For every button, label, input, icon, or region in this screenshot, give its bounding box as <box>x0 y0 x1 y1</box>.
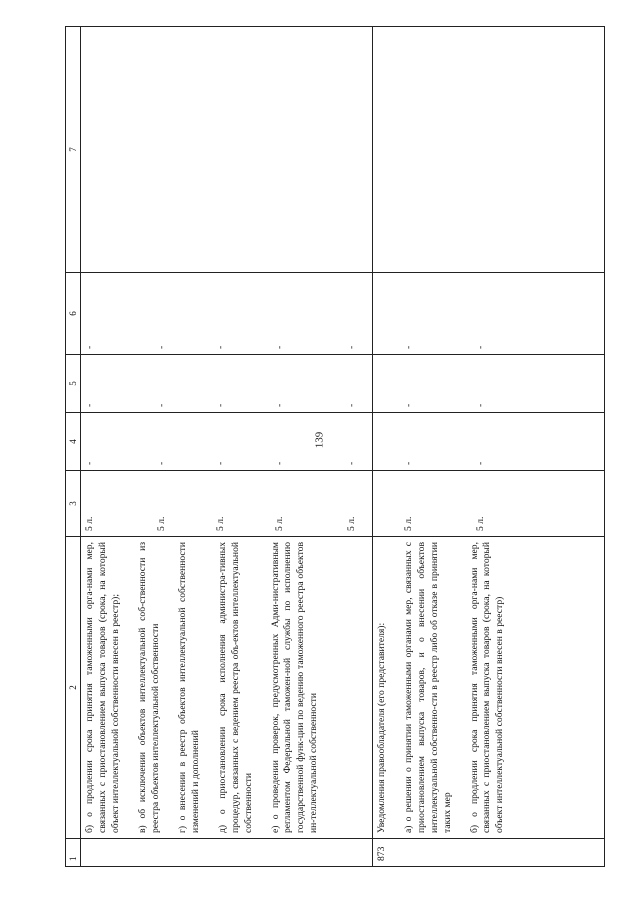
retention-period: 5 л. <box>402 516 414 531</box>
empty-mark: - <box>156 345 168 349</box>
list-item: б) о продлении срока принятия таможенными орга-нами мер, связанных с приостановлением выпуска товаров (срока, на который объект интеллектуальной собственности внесен в реестр) <box>468 542 506 833</box>
document-table-frame <box>65 27 605 867</box>
col-5-cell <box>372 355 604 413</box>
list-item: г) о внесении в реестр объектов интеллектуальной собственности изменений и дополнений <box>176 542 201 833</box>
row-number <box>81 839 373 867</box>
list-item: е) о проведении проверок, предусмотренных Адми-нистративным регламентом Федеральной таможен-ной службы по исполнению государственной функ-ции по ведению таможенного реестра объектов ин-теллектуальной собственности <box>269 542 320 833</box>
empty-mark: - <box>402 403 414 407</box>
col-6-cell <box>372 273 604 355</box>
empty-mark: - <box>156 403 168 407</box>
col-7-cell <box>81 27 373 273</box>
empty-mark: - <box>84 345 96 349</box>
header-col-2: 2 <box>66 537 81 839</box>
row-description <box>372 537 604 839</box>
empty-mark: - <box>345 345 357 349</box>
header-row <box>66 27 81 867</box>
col-4-cell <box>81 413 373 471</box>
retention-period: 5 л. <box>84 516 96 531</box>
table-row <box>81 27 373 867</box>
empty-mark: - <box>273 461 285 465</box>
col-4-cell <box>372 413 604 471</box>
retention-period: 5 л. <box>215 516 227 531</box>
header-col-7: 7 <box>66 27 81 273</box>
empty-mark: - <box>215 403 227 407</box>
list-item: д) о приостановлении срока исполнения администра-тивных процедур, связанных с ведением реестра объ-ектов интеллектуальной собственности <box>216 542 254 833</box>
retention-period: 5 л. <box>345 516 357 531</box>
retention-period: 5 л. <box>156 516 168 531</box>
retention-period: 5 л. <box>273 516 285 531</box>
header-col-5: 5 <box>66 355 81 413</box>
col-5-cell <box>81 355 373 413</box>
empty-mark: - <box>215 461 227 465</box>
empty-mark: - <box>402 461 414 465</box>
empty-mark: - <box>215 345 227 349</box>
empty-mark: - <box>84 461 96 465</box>
empty-mark: - <box>474 345 486 349</box>
empty-mark: - <box>345 461 357 465</box>
empty-mark: - <box>84 403 96 407</box>
list-item: а) о решении о принятии таможенными органами мер, связанных с приостановлением выпуска товаров, и о внесении объектов интеллектуальной собственно-сти в реестр либо об отказе в принятии таких мер <box>402 542 453 833</box>
col-6-cell <box>81 273 373 355</box>
header-col-1: 1 <box>66 839 81 867</box>
page-number: 139 <box>313 431 326 449</box>
header-col-4: 4 <box>66 413 81 471</box>
empty-mark: - <box>156 461 168 465</box>
empty-mark: - <box>474 403 486 407</box>
empty-mark: - <box>273 403 285 407</box>
table-row <box>372 27 604 867</box>
empty-mark: - <box>273 345 285 349</box>
retention-period: 5 л. <box>474 516 486 531</box>
list-item: б) о продлении срока принятия таможенными орга-нами мер, связанных с приостановлением выпуска товаров (срока, на который объект интеллектуальной собственности внесен в реестр); <box>84 542 122 833</box>
header-col-3: 3 <box>66 471 81 537</box>
list-item: в) об исключении объектов интеллектуальной соб-ственности из реестра объектов интеллектуальной собственности <box>136 542 161 833</box>
empty-mark: - <box>402 345 414 349</box>
row-number: 873 <box>372 839 604 867</box>
row-intro: Уведомления правообладателя (его представителя): <box>375 622 387 833</box>
retention-period-cell <box>81 471 373 537</box>
col-7-cell <box>372 27 604 273</box>
retention-period-cell <box>372 471 604 537</box>
empty-mark: - <box>345 403 357 407</box>
empty-mark: - <box>474 461 486 465</box>
row-description <box>81 537 373 839</box>
header-col-6: 6 <box>66 273 81 355</box>
document-table <box>65 26 605 867</box>
